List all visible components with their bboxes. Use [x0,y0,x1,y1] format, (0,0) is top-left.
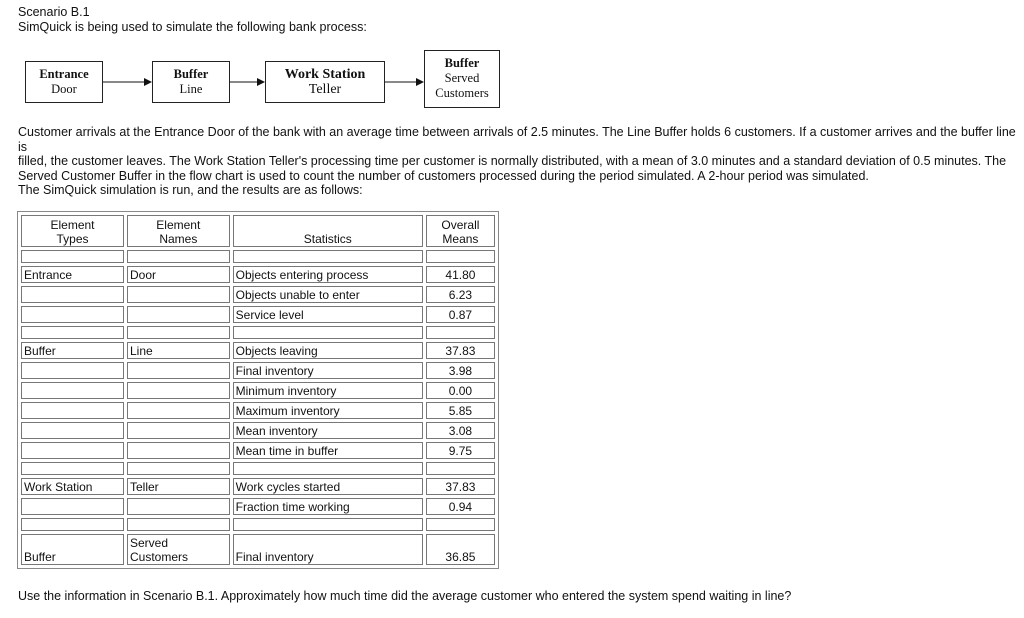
flow-buffer-served-sub1: Served [444,71,480,85]
header-statistics: Statistics [233,215,423,247]
statistic-cell: Service level [233,306,423,323]
mean-value-cell: 0.00 [426,382,495,399]
table-row [21,422,495,439]
statistic-cell: Mean inventory [233,422,423,439]
mean-value-cell: 41.80 [426,266,495,283]
mean-value-cell: 5.85 [426,402,495,419]
header-element-types: Element Types [21,215,124,247]
table-row [21,478,495,495]
table-row [21,362,495,379]
mean-value-cell: 0.87 [426,306,495,323]
mean-value-cell: 0.94 [426,498,495,515]
statistic-cell: Work cycles started [233,478,423,495]
flow-buffer-line-title: Buffer [173,67,209,81]
mean-value-cell: 36.85 [426,534,495,565]
table-row [21,286,495,303]
table-spacer-row [21,326,495,339]
table-row [21,442,495,459]
element-type-cell: Work Station [21,478,124,495]
element-name-cell: Door [127,266,230,283]
mean-value-cell: 3.98 [426,362,495,379]
flow-buffer-served-sub2: Customers [435,86,489,100]
mean-value-cell: 9.75 [426,442,495,459]
flow-work-station-title: Work Station [284,67,366,82]
question-text: Use the information in Scenario B.1. Approximately how much time did the average customer who entered the system spend waiting in line? [18,589,792,603]
table-spacer-row [21,462,495,475]
element-name-cell: Line [127,342,230,359]
element-type-cell: Entrance [21,266,124,283]
table-row [21,498,495,515]
statistic-cell: Final inventory [233,534,423,565]
intro-text: SimQuick is being used to simulate the following bank process: [18,20,367,34]
header-overall-means: Overall Means [426,215,495,247]
statistic-cell: Final inventory [233,362,423,379]
statistic-cell: Minimum inventory [233,382,423,399]
flow-entrance-title: Entrance [39,67,89,81]
table-row [21,342,495,359]
description-line-1: Customer arrivals at the Entrance Door of the bank with an average time between arrivals of 2.5 minutes. The Line Buffer holds 6 customers. If a customer arrives and the buffer line is [18,125,1016,154]
statistic-cell: Objects leaving [233,342,423,359]
element-type-cell: Buffer [21,534,124,565]
table-row [21,266,495,283]
element-name-cell: Served Customers [127,534,230,565]
table-row [21,534,495,565]
statistic-cell: Mean time in buffer [233,442,423,459]
results-intro: The SimQuick simulation is run, and the results are as follows: [18,183,363,197]
flow-buffer-served-title: Buffer [444,56,480,70]
flow-buffer-line-sub: Line [179,82,203,96]
header-element-names: Element Names [127,215,230,247]
simulation-results-table [17,211,499,569]
element-name-cell: Teller [127,478,230,495]
statistic-cell: Objects unable to enter [233,286,423,303]
table-spacer-row [21,250,495,263]
table-row [21,306,495,323]
description-line-2: filled, the customer leaves. The Work Station Teller's processing time per customer is normally distributed, with a mean of 3.0 minutes and a standard deviation of 0.5 minutes. The [18,154,1007,169]
table-row [21,402,495,419]
mean-value-cell: 3.08 [426,422,495,439]
scenario-title: Scenario B.1 [18,5,90,19]
statistic-cell: Maximum inventory [233,402,423,419]
mean-value-cell: 37.83 [426,478,495,495]
table-spacer-row [21,518,495,531]
flow-arrows [0,0,520,120]
mean-value-cell: 6.23 [426,286,495,303]
mean-value-cell: 37.83 [426,342,495,359]
table-header-row [21,215,495,247]
table-row [21,382,495,399]
scenario-description [18,125,1018,183]
statistic-cell: Fraction time working [233,498,423,515]
element-type-cell: Buffer [21,342,124,359]
flow-work-station-sub: Teller [308,82,342,97]
description-line-3: Served Customer Buffer in the flow chart is used to count the number of customers processed during the period simulated. A 2-hour period was simulated. [18,168,869,183]
statistic-cell: Objects entering process [233,266,423,283]
flow-entrance-sub: Door [51,82,77,96]
